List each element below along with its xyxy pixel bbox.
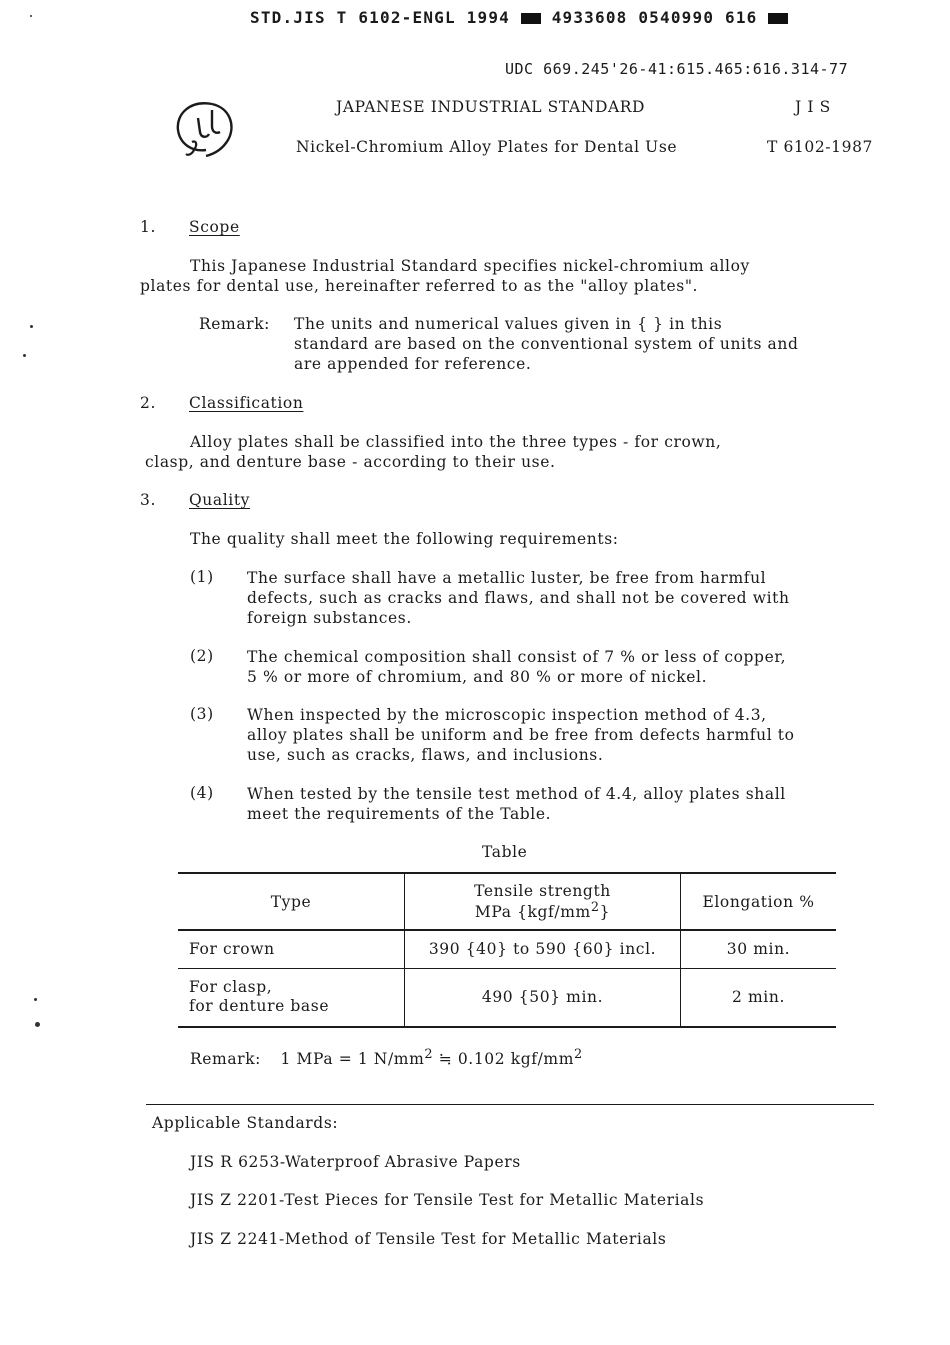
redaction-block — [521, 13, 541, 24]
item-line: defects, such as cracks and flaws, and shall not be covered with — [247, 589, 790, 607]
header-type: Type — [270, 892, 312, 911]
header-tensile-line1: Tensile strength — [474, 881, 611, 900]
cell-type-line: for denture base — [189, 997, 330, 1016]
table-row — [178, 968, 836, 1027]
classification-line: Alloy plates shall be classified into the three types - for crown, — [190, 433, 722, 451]
item-line: 5 % or more of chromium, and 80 % or more of nickel. — [247, 668, 708, 686]
section-heading-classification: Classification — [189, 394, 304, 412]
section-heading-scope: Scope — [189, 218, 240, 236]
remark-line: are appended for reference. — [294, 355, 532, 373]
cell-type: For crown — [189, 940, 275, 959]
table-row — [178, 930, 836, 968]
table-remark-label: Remark: — [190, 1050, 262, 1069]
item-number: (1) — [190, 568, 214, 586]
header-tensile-line2 — [405, 900, 680, 921]
applicable-item: JIS Z 2201-Test Pieces for Tensile Test for Metallic Materials — [190, 1191, 705, 1209]
cell-type — [178, 968, 405, 1027]
cell-type-line: For clasp, — [189, 978, 273, 997]
cell-tensile: 490 {50} min. — [405, 968, 681, 1027]
remark-line: The units and numerical values given in { } in this — [294, 315, 723, 333]
document-title: Nickel-Chromium Alloy Plates for Dental Use — [296, 138, 678, 156]
udc-code: UDC 669.245'26-41:615.465:616.314-77 — [505, 60, 849, 78]
header-tensile-unit: MPa {kgf/mm — [474, 903, 591, 922]
table-remark-sup1: 2 — [424, 1047, 434, 1062]
scan-speck — [34, 998, 37, 1001]
jis-logo-icon — [172, 96, 240, 162]
applicable-item: JIS R 6253-Waterproof Abrasive Papers — [190, 1153, 521, 1171]
cell-elongation: 30 min. — [726, 940, 791, 959]
document-number: T 6102-1987 — [767, 138, 873, 156]
item-line: When tested by the tensile test method of 4.4, alloy plates shall — [247, 785, 786, 803]
table-remark-part2: ≒ 0.102 kgf/mm — [433, 1050, 575, 1069]
scan-speck — [30, 15, 32, 17]
header-std-label: STD.JIS T 6102-ENGL 1994 — [250, 8, 510, 27]
table-caption: Table — [482, 843, 528, 861]
applicable-title: Applicable Standards: — [152, 1114, 339, 1132]
item-line: meet the requirements of the Table. — [247, 805, 552, 823]
item-line: use, such as cracks, flaws, and inclusions. — [247, 746, 604, 764]
classification-line: clasp, and denture base - according to their use. — [145, 453, 556, 471]
item-number: (3) — [190, 705, 214, 723]
divider — [146, 1104, 874, 1105]
scope-line: This Japanese Industrial Standard specifies nickel-chromium alloy — [190, 257, 750, 275]
section-heading-quality: Quality — [189, 491, 251, 509]
header-tensile — [405, 873, 681, 930]
remark-line: standard are based on the conventional system of units and — [294, 335, 799, 353]
item-line: The surface shall have a metallic luster, be free from harmful — [247, 569, 767, 587]
applicable-item: JIS Z 2241-Method of Tensile Test for Metallic Materials — [190, 1230, 667, 1248]
header-line — [250, 8, 788, 27]
item-line: alloy plates shall be uniform and be free from defects harmful to — [247, 726, 795, 744]
cell-tensile: 390 {40} to 590 {60} incl. — [405, 930, 681, 968]
standard-name: JAPANESE INDUSTRIAL STANDARD — [336, 98, 646, 116]
quality-intro: The quality shall meet the following requirements: — [190, 530, 619, 548]
cell-elongation: 2 min. — [732, 988, 785, 1007]
scope-line: plates for dental use, hereinafter referred to as the "alloy plates". — [140, 277, 699, 295]
section-number: 2. — [140, 394, 156, 412]
item-number: (4) — [190, 784, 214, 802]
table-remark — [190, 1047, 583, 1068]
remark-label: Remark: — [199, 315, 271, 333]
scan-speck — [35, 1022, 40, 1027]
header-tensile-sup: 2 — [590, 899, 600, 915]
item-line: The chemical composition shall consist of 7 % or less of copper, — [247, 648, 787, 666]
table-header-row — [178, 873, 836, 930]
item-line: When inspected by the microscopic inspection method of 4.3, — [247, 706, 767, 724]
table-remark-part1: 1 MPa = 1 N/mm — [280, 1050, 425, 1069]
header-elongation: Elongation % — [702, 892, 815, 911]
item-number: (2) — [190, 647, 214, 665]
table-remark-sup2: 2 — [574, 1047, 583, 1062]
header-tensile-end: } — [599, 903, 611, 922]
properties-table — [178, 872, 836, 1028]
scan-speck — [23, 354, 26, 357]
jis-label: J I S — [795, 98, 831, 116]
section-number: 3. — [140, 491, 156, 509]
item-line: foreign substances. — [247, 609, 412, 627]
header-codes: 4933608 0540990 616 — [551, 8, 758, 27]
section-number: 1. — [140, 218, 156, 236]
redaction-block — [768, 13, 788, 24]
scan-speck — [30, 325, 33, 328]
